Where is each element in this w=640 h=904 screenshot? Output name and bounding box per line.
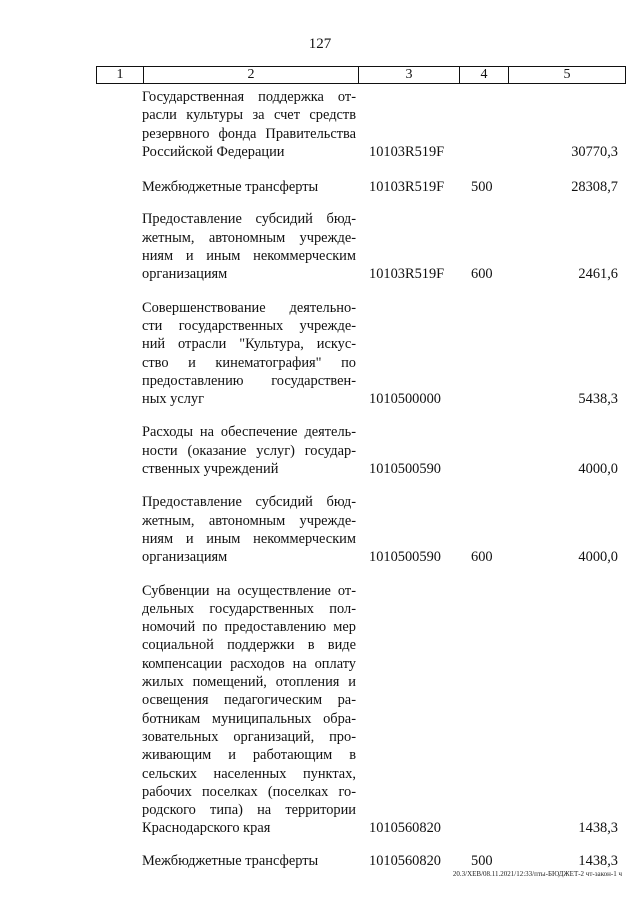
budget-row — [0, 493, 640, 566]
column-header-1: 1 — [97, 67, 144, 84]
row-name-line: жилых помещений, отопления и — [142, 674, 356, 691]
row-name — [142, 852, 356, 870]
budget-row — [0, 852, 640, 870]
row-name-line: номочий по предоставлению мер — [142, 619, 356, 636]
row-expense-type: 500 — [471, 179, 493, 196]
row-name-line: Межбюджетные трансферты — [142, 852, 319, 869]
row-name-line: Государственная поддержка от- — [142, 89, 356, 105]
row-name — [142, 178, 356, 196]
row-name-line: ство и кинематография" по — [142, 354, 356, 371]
column-header-4: 4 — [460, 67, 509, 84]
row-name — [142, 423, 356, 478]
row-name — [142, 582, 356, 838]
row-name-line: Межбюджетные трансферты — [142, 179, 319, 196]
column-header-table — [96, 66, 626, 84]
row-expense-type: 600 — [471, 266, 493, 283]
row-amount: 4000,0 — [578, 461, 618, 478]
row-name-line: ниям и иным некоммерческим — [142, 248, 356, 265]
row-name-line: ниям и иным некоммерческим — [142, 530, 356, 547]
row-name-line: сти государственных учрежде- — [142, 317, 356, 334]
row-name-line: жетным, автономным учрежде- — [142, 512, 356, 529]
row-code: 1010500000 — [369, 391, 441, 408]
row-name-line: дельных государственных пол- — [142, 600, 356, 617]
row-name-line: Расходы на обеспечение деятель- — [142, 424, 356, 441]
row-name-line: резервного фонда Правительства — [142, 125, 356, 142]
row-name-line: социальной поддержки в виде — [142, 637, 356, 654]
row-amount: 2461,6 — [578, 266, 618, 283]
row-name — [142, 88, 356, 161]
row-name — [142, 493, 356, 566]
row-name-line: жетным, автономным учрежде- — [142, 229, 356, 246]
row-expense-type: 600 — [471, 549, 493, 566]
row-name — [142, 299, 356, 409]
column-header-row — [97, 67, 626, 84]
row-amount: 28308,7 — [571, 179, 618, 196]
row-name-line: ственных учреждений — [142, 461, 279, 478]
row-amount: 4000,0 — [578, 549, 618, 566]
row-name-line: ботникам муниципальных обра- — [142, 710, 356, 727]
row-name-line: предоставлению государствен- — [142, 372, 356, 389]
column-header-2: 2 — [144, 67, 359, 84]
row-name-line: компенсации расходов на оплату — [142, 655, 356, 672]
row-amount: 30770,3 — [571, 143, 618, 160]
row-name-line: Совершенствование деятельно- — [142, 299, 356, 316]
budget-row — [0, 582, 640, 838]
row-expense-type: 500 — [471, 852, 493, 869]
row-name-line: ний отрасли "Культура, искус- — [142, 336, 356, 353]
row-name-line: Предоставление субсидий бюд- — [142, 211, 356, 228]
row-name-line: ности (оказание услуг) государ- — [142, 442, 356, 459]
row-code: 1010560820 — [369, 852, 441, 869]
budget-row — [0, 178, 640, 196]
row-name-line: родского типа) на территории — [142, 802, 356, 819]
row-name — [142, 210, 356, 283]
row-name-line: живающим и работающим в — [142, 747, 356, 764]
row-name-line: освещения педагогическим ра- — [142, 692, 356, 709]
row-code: 1010500590 — [369, 461, 441, 478]
budget-rows — [0, 88, 640, 870]
budget-row — [0, 88, 640, 161]
row-name-line: рабочих поселках (поселках го- — [142, 783, 356, 800]
row-amount: 1438,3 — [578, 852, 618, 869]
row-name-line: расли культуры за счет средств — [142, 107, 356, 124]
row-code: 10103R519F — [369, 266, 445, 283]
row-name-line: Краснодарского края — [142, 820, 271, 837]
row-name-line: Российской Федерации — [142, 143, 285, 160]
row-amount: 1438,3 — [578, 820, 618, 837]
page-number: 127 — [308, 36, 332, 52]
row-code: 1010500590 — [369, 549, 441, 566]
row-code: 10103R519F — [369, 179, 445, 196]
row-code: 10103R519F — [369, 143, 445, 160]
budget-row — [0, 210, 640, 283]
row-name-line: зовательных организаций, про- — [142, 728, 356, 745]
row-name-line: сельских населенных пунктах, — [142, 765, 356, 782]
budget-row — [0, 299, 640, 409]
budget-row — [0, 423, 640, 478]
row-code: 1010560820 — [369, 820, 441, 837]
row-name-line: организациям — [142, 549, 228, 566]
column-header-3: 3 — [359, 67, 460, 84]
row-name-line: Предоставление субсидий бюд- — [142, 494, 356, 511]
row-name-line: организациям — [142, 266, 228, 283]
footer-stamp: 20.3/ХЕВ/08.11.2021/12:33/пты-БЮДЖЕТ-2 чт-закон-1 ч — [452, 870, 622, 878]
row-amount: 5438,3 — [578, 391, 618, 408]
row-name-line: Субвенции на осуществление от- — [142, 582, 356, 599]
column-header-5: 5 — [509, 67, 626, 84]
row-name-line: ных услуг — [142, 391, 205, 408]
